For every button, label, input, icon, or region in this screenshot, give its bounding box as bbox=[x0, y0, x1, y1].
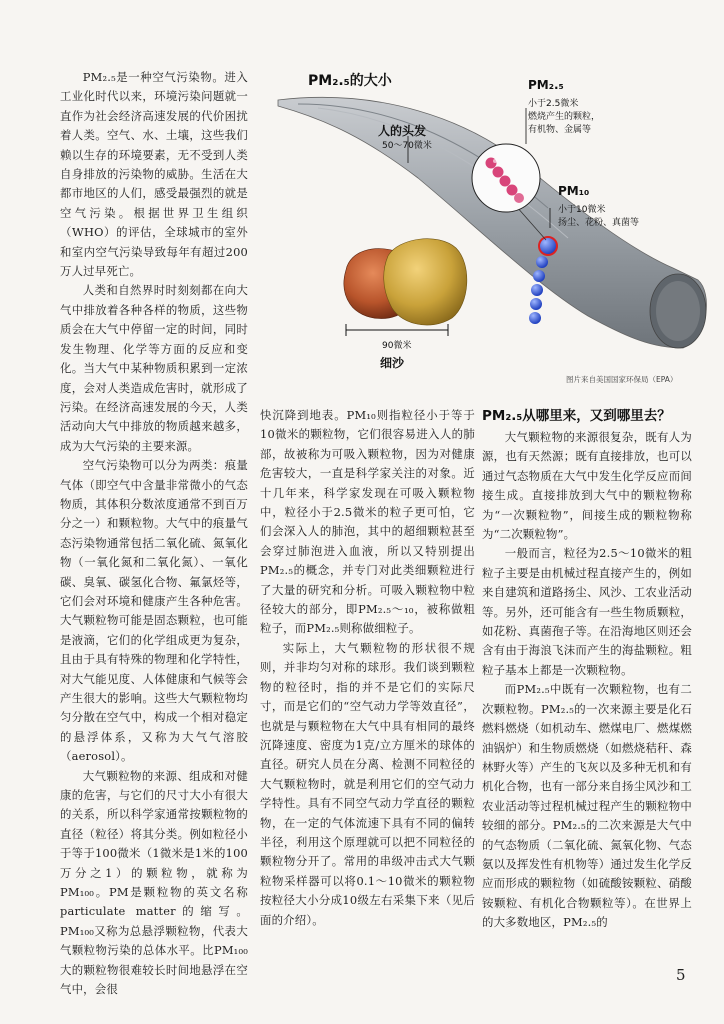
figure-illustration bbox=[258, 48, 713, 390]
text-column-1 bbox=[60, 68, 248, 1000]
paragraph: 一般而言，粒径为2.5～10微米的粗粒子主要是由机械过程直接产生的，例如来自建筑和道路扬尘、风沙、工农业活动等。另外，还可能含有一些生物质颗粒，如花粉、真菌孢子等。在沿海地区则还会含有由于海浪飞沫而产生的海盐颗粒。粗粒子基本上都是一次颗粒物。 bbox=[482, 546, 692, 677]
hair-strand bbox=[278, 97, 706, 348]
pm25-label: PM₂.₅ bbox=[528, 78, 564, 92]
paragraph: 实际上，大气颗粒物的形状很不规则，并非均匀对称的球形。我们谈到颗粒物的粒径时，指的并不是它们的实际尺寸，而是它们的“空气动力学等效直径”，也就是与颗粒物在大气中具有相同的最终沉降速度、密度为1克/立方厘米的球体的直径。研究人员在分离、检测不同粒径的大气颗粒物时，就是利用它们的空气动力学特性。具有不同空气动力学直径的颗粒物，在一定的气体流速下具有不同的偏转半径，利用这个原理就可以把不同粒径的颗粒物分开了。常用的串级冲击式大气颗粒物采样器可以将0.1～10微米的颗粒物按粒径大小分成10级左右采集下来（见后面的介绍）。 bbox=[260, 640, 475, 927]
pm25-desc bbox=[528, 98, 600, 137]
pm25-desc-line: 燃烧产生的颗粒， bbox=[528, 112, 601, 122]
text-column-2 bbox=[260, 406, 475, 930]
paragraph: 而PM₂.₅中既有一次颗粒物，也有二次颗粒物。PM₂.₅的一次来源主要是化石燃料燃烧（如机动车、燃煤电厂、燃煤燃油锅炉）和生物质燃烧（如燃烧秸秆、森林野火等）产生的飞灰以及多种无机和有机化合物，也有一部分来自扬尘风沙和工农业活动等过程机械过程产生的颗粒物中较细的部分。PM₂.₅的二次来源是大气中的气态物质（二氧化硫、氮氧化物、气态氨以及挥发性有机物等）通过发生化学反应而形成的颗粒物（如硫酸铵颗粒、硝酸铵颗粒、有机化合物颗粒等）。在世界上的大多数地区，PM₂.₅的 bbox=[482, 682, 692, 930]
pm25-desc-line: 小于2.5微米 bbox=[528, 99, 579, 109]
page-number: 5 bbox=[676, 966, 686, 984]
hair-label: 人的头发 bbox=[378, 124, 427, 138]
sand-grain-yellow bbox=[384, 239, 467, 325]
paragraph: PM₂.₅是一种空气污染物。进入工业化时代以来，环境污染问题就一直作为社会经济高速发展的代价困扰着人类。空气、水、土壤，这些我们赖以生存的环境要素，无不受到人类自身排放的污染物的威胁。生活在大都市地区的人们，感受最强烈的就是空气污染。根据世界卫生组织（WHO）的评估，全球城市的室外和室内空气污染导致每年有超过200万人过早死亡。 bbox=[60, 70, 248, 279]
pm10-desc-line: 扬尘、花粉、真菌等 bbox=[558, 218, 640, 228]
paragraph: 空气污染物可以分为两类：痕量气体（即空气中含量非常微小的气态物质，其体积分数浓度通常不到百万分之一）和颗粒物。大气中的痕量气态污染物通常包括二氧化硫、氮氧化物（一氧化氮和二氧化氮）、一氧化碳、臭氧、碳氢化合物、氟氯烃等，它们会对环境和健康产生各种危害。大气颗粒物可能是固态颗粒，也可能是液滴，它们的化学组成更为复杂，且由于具有特殊的物理和化学特性，对大气能见度、人体健康和气候等会产生很大的影响。这些大气颗粒物均匀分散在空气中，构成一个相对稳定的悬浮体系，又称为大气气溶胶（aerosol）。 bbox=[60, 458, 248, 764]
hair-size: 50～70微米 bbox=[382, 141, 432, 151]
pm25-size-figure bbox=[258, 48, 713, 390]
paragraph: 人类和自然界时时刻刻都在向大气中排放着各种各样的物质，这些物质会在大气中停留一定的时间，同时发生物理、化学等方面的反应和变化。当大气中某种物质积累到一定浓度，会对人类造成危害时，就形成了污染。在经济高速发展的今天，人类活动向大气中排放的物质越来越多，成为大气污染的主要来源。 bbox=[60, 283, 248, 453]
paragraph: 快沉降到地表。PM₁₀则指粒径小于等于10微米的颗粒物，它们很容易进入人的肺部，故被称为可吸入颗粒物，因为对健康危害较大，一直是科学家关注的对象。近十几年来，科学家发现在可吸入颗粒物中，粒径小于2.5微米的粒子更可怕，它们会深入人的肺泡，其中的超细颗粒甚至会穿过肺泡进入血液，所以又特别提出PM₂.₅的概念，并专门对此类细颗粒进行了大量的研究和分析。可吸入颗粒物中粒径较大的部分，即PM₂.₅～₁₀，被称做粗粒子，而PM₂.₅则称做细粒子。 bbox=[260, 408, 475, 636]
pm25-desc-line: 有机物、金属等 bbox=[528, 125, 592, 135]
pm10-label: PM₁₀ bbox=[558, 184, 590, 198]
figure-credit: 图片来自美国国家环保局（EPA） bbox=[566, 375, 678, 384]
figure-title: PM₂.₅的大小 bbox=[308, 73, 392, 89]
sand-size: 90微米 bbox=[382, 341, 412, 351]
pm10-desc bbox=[558, 204, 639, 230]
paragraph: 大气颗粒物的来源、组成和对健康的危害，与它们的尺寸大小有很大的关系，所以科学家通常按颗粒物的直径（粒径）将其分类。例如粒径小于等于100微米（1微米是1米的100万分之1）的颗粒物，就称为PM₁₀₀。PM是颗粒物的英文名称particulate matter的缩写。PM₁₀₀又称为总悬浮颗粒物，代表大气颗粒物污染的总体水平。比PM₁₀₀大的颗粒物很难较长时间地悬浮在空气中，会很 bbox=[60, 768, 248, 997]
sand-label: 细沙 bbox=[380, 356, 405, 370]
section-heading: PM₂.₅从哪里来，又到哪里去？ bbox=[482, 408, 671, 424]
paragraph: 大气颗粒物的来源很复杂，既有人为源，也有天然源；既有直接排放，也可以通过气态物质在大气中发生化学反应而间接生成。直接排放到大气中的颗粒物称为“一次颗粒物”，间接生成的颗粒物称为“二次颗粒物”。 bbox=[482, 430, 692, 542]
text-column-3 bbox=[482, 428, 692, 933]
pm10-desc-line: 小于10微米 bbox=[558, 205, 606, 215]
